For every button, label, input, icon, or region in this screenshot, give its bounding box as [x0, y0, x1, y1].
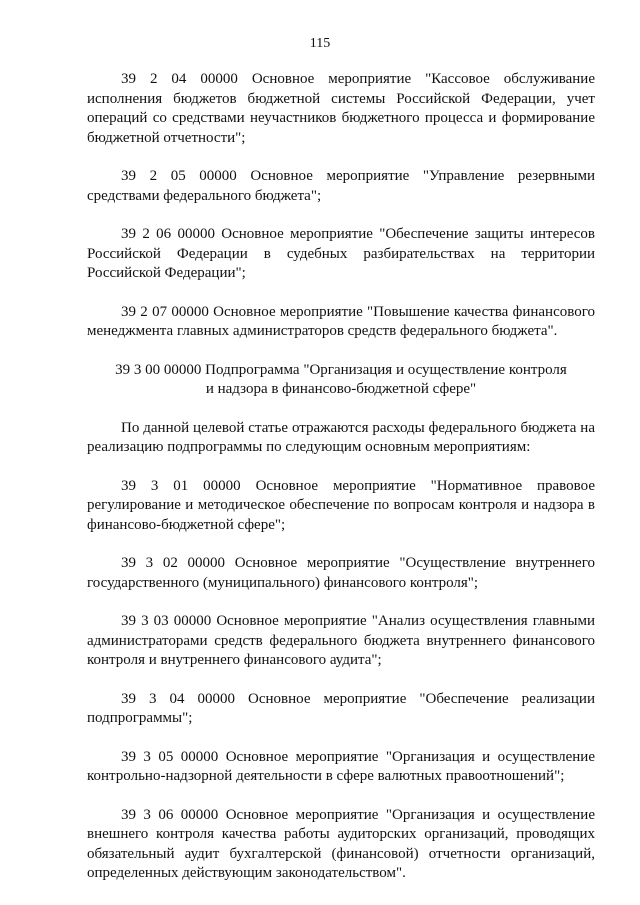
- paragraph-39-3-02: 39 3 02 00000 Основное мероприятие "Осуществление внутреннего государственного (муниципального) финансового контроля";: [87, 555, 595, 591]
- subprogram-heading: [87, 361, 595, 400]
- paragraph-39-3-05: 39 3 05 00000 Основное мероприятие "Организация и осуществление контрольно-надзорной деятельности в сфере валютных правоотношений";: [87, 748, 595, 784]
- paragraph-39-2-05: 39 2 05 00000 Основное мероприятие "Управление резервными средствами федерального бюджета";: [87, 168, 595, 204]
- paragraph-39-2-04: 39 2 04 00000 Основное мероприятие "Кассовое обслуживание исполнения бюджетов бюджетной системы Российской Федерации, учет операций со средствами неучастников бюджетного процесса и формирование бюджетной отчетности";: [87, 71, 595, 146]
- paragraph-39-2-06: 39 2 06 00000 Основное мероприятие "Обеспечение защиты интересов Российской Федерации в судебных разбирательствах на территории Российской Федерации";: [87, 226, 595, 281]
- subprogram-heading-line-2: и надзора в финансово-бюджетной сфере": [205, 381, 477, 397]
- paragraph-39-3-01: 39 3 01 00000 Основное мероприятие "Нормативное правовое регулирование и методическое обеспечение по вопросам контроля и надзора в финансово-бюджетной сфере";: [87, 477, 595, 533]
- page-number: 115: [309, 36, 331, 51]
- paragraph-39-3-03: 39 3 03 00000 Основное мероприятие "Анализ осуществления главными администраторами средств федерального бюджета внутреннего финансового контроля и внутреннего финансового аудита";: [87, 613, 595, 668]
- paragraph-39-3-04: 39 3 04 00000 Основное мероприятие "Обеспечение реализации подпрограммы";: [87, 690, 595, 726]
- subprogram-heading-line-1: 39 3 00 00000 Подпрограмма "Организация и осуществление контроля: [115, 361, 567, 378]
- paragraph-39-2-07: 39 2 07 00000 Основное мероприятие "Повышение качества финансового менеджмента главных администраторов средств федерального бюджета".: [87, 303, 595, 339]
- paragraph-39-3-06: 39 3 06 00000 Основное мероприятие "Организация и осуществление внешнего контроля качества работы аудиторских организаций, проводящих обязательный аудит бухгалтерской (финансовой) отчетности организаций, определенных действующим законодательством".: [87, 806, 595, 881]
- document-body: [87, 70, 595, 903]
- paragraph-intro: По данной целевой статье отражаются расходы федерального бюджета на реализацию подпрограммы по следующим основным мероприятиям:: [87, 419, 595, 455]
